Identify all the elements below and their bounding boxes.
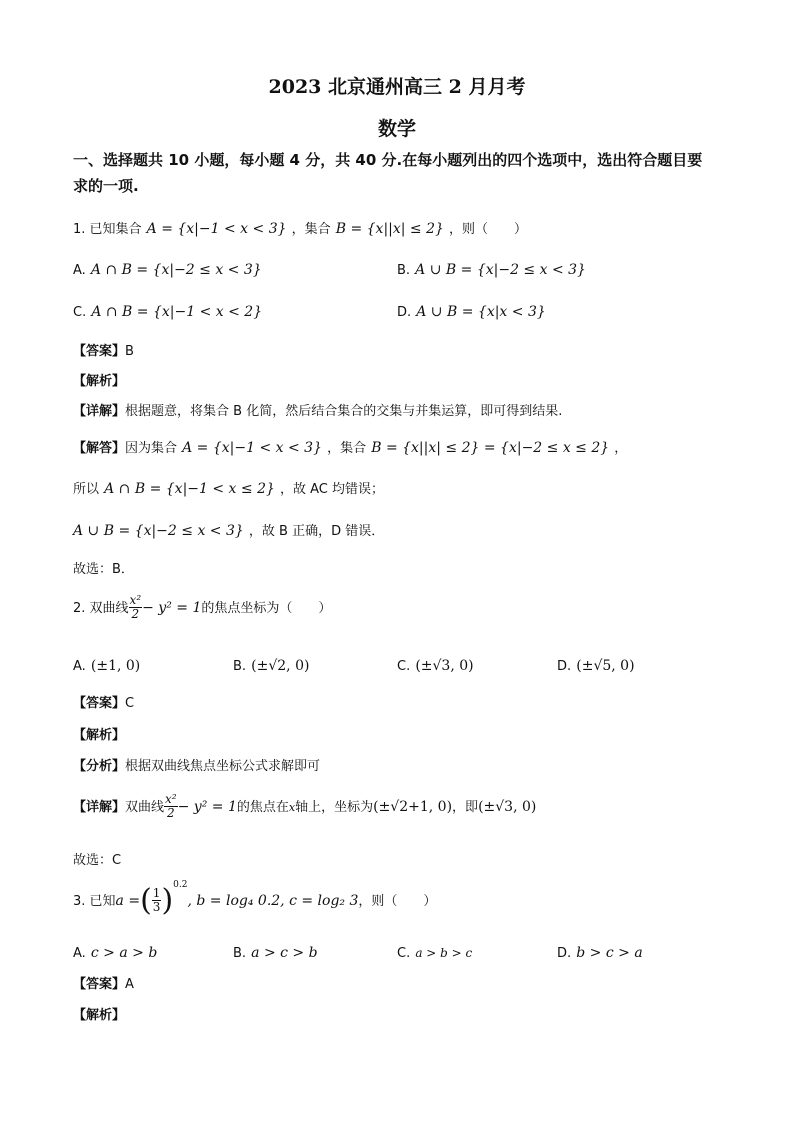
q3-analysis-tag: 【解析】 [73,1008,126,1023]
q1-option-a [73,259,262,278]
q2-option-a [73,655,140,674]
detail-expr: (±√2+1, 0) [373,799,453,815]
q2-option-d [557,655,635,674]
q2-stem-suffix: 的焦点坐标为（ ） [201,601,332,616]
answer-tag: 【答案】 [73,977,126,992]
q3-stem-suffix: ，则（ ） [358,894,437,909]
q2-analyze [73,755,320,774]
option-expr: (±√3, 0) [415,658,474,674]
solution-text: ，故 B 正确，D 错误． [248,524,385,539]
detail-text: 根据题意，将集合 B 化简，然后结合集合的交集与并集运算，即可得到结果. [125,404,563,419]
fraction-denominator: 2 [131,607,140,621]
option-expr: A ∩ B = {x|−2 ≤ x < 3} [90,262,262,278]
q3-option-d [557,942,643,961]
option-expr: (±√5, 0) [576,658,635,674]
q2-stem [73,594,331,621]
option-expr: A ∩ B = {x|−1 < x < 2} [91,304,263,320]
q1-solution-line3 [73,520,384,539]
q1-option-c [73,301,262,320]
detail-text: 的焦点在 [236,800,289,815]
q2-analysis-tag: 【解析】 [73,728,126,743]
q1-stem-mid: ，集合 [291,222,331,237]
option-label: B. [233,659,247,674]
fraction-numerator: x² [129,593,142,607]
q3-option-c [397,942,472,961]
q2-option-b [233,655,309,674]
detail-expr: − y² = 1 [177,799,237,815]
q2-stem-expr: − y² = 1 [142,600,202,616]
solution-expr: B = {x||x| ≤ 2} = {x|−2 ≤ x ≤ 2} [371,440,610,456]
analyze-tag: 【分析】 [73,759,126,774]
q1-solution-line1 [73,437,627,456]
solution-text: ，故 AC 均错误； [280,482,385,497]
q3-a-lhs: a = [115,893,141,909]
solution-expr: A ∪ B = {x|−2 ≤ x < 3} [73,523,244,539]
fraction-denominator: 2 [167,806,175,820]
q3-stem-prefix: 3. 已知 [73,894,116,909]
detail-text: 双曲线 [125,800,165,815]
option-expr: a > c > b [251,945,318,961]
answer-tag: 【答案】 [73,696,126,711]
q1-answer [73,340,134,359]
detail-var: x [288,801,296,814]
analyze-text: 根据双曲线焦点坐标公式求解即可 [125,759,321,774]
option-expr: b > c > a [576,945,643,961]
answer-value: C [125,696,135,711]
q1-analysis-tag: 【解析】 [73,374,126,389]
right-paren: ) [161,883,174,918]
page-title: 2023 北京通州高三 2 月月考 [268,76,526,98]
option-expr: a > b > c [415,946,473,960]
option-label: A. [73,659,86,674]
q2-choose: 故选：C [73,853,122,868]
answer-value: B [125,344,134,359]
solution-expr: A = {x|−1 < x < 3} [182,440,322,456]
detail-text: 轴上，坐标为 [295,800,374,815]
section-heading-line2: 求的一项. [73,177,139,195]
q2-detail [73,793,536,820]
left-paren: ( [140,883,152,918]
option-expr: A ∪ B = {x|−2 ≤ x < 3} [415,262,586,278]
option-label: A. [73,263,86,278]
q3-option-a [73,942,157,961]
option-label: C. [397,659,411,674]
q2-fraction [129,594,143,621]
q2-detail-fraction [164,793,178,820]
q3-stem [73,880,436,918]
fraction-numerator: x² [165,792,177,806]
q3-option-b [233,942,318,961]
q1-set-a: A = {x|−1 < x < 3} [146,221,287,237]
section-heading-line1: 一、选择题共 10 小题，每小题 4 分，共 40 分.在每小题列出的四个选项中，选出符合题目要 [73,151,703,169]
q2-option-c [397,655,474,674]
option-label: C. [397,946,411,961]
option-label: C. [73,305,87,320]
option-expr: A ∪ B = {x|x < 3} [416,304,546,320]
option-label: D. [557,659,572,674]
solution-text: 因为集合 [125,441,178,456]
fraction-denominator: 3 [152,900,161,914]
detail-expr: (±√3, 0) [478,799,537,815]
detail-text: ，即 [452,800,479,815]
q1-option-d [397,301,546,320]
q1-detail [73,400,562,419]
option-label: A. [73,946,86,961]
fraction-numerator: 1 [152,886,161,900]
solution-expr: A ∩ B = {x|−1 < x ≤ 2} [104,481,275,497]
q3-answer [73,973,134,992]
q1-choose: 故选：B． [73,562,134,577]
q1-option-b [397,259,586,278]
solution-text: ，集合 [327,441,367,456]
option-expr: (±√2, 0) [251,658,310,674]
detail-tag: 【详解】 [73,800,126,815]
solution-text: ， [614,441,628,456]
q1-stem [73,218,527,237]
q1-stem-suffix: ，则（ ） [449,222,528,237]
option-label: B. [397,263,411,278]
q2-answer [73,692,134,711]
q3-fraction [152,887,162,914]
option-label: B. [233,946,247,961]
option-label: D. [557,946,572,961]
q1-set-b: B = {x||x| ≤ 2} [335,221,444,237]
option-expr: c > a > b [90,945,158,961]
q3-rest-expr: , b = log₄ 0.2, c = log₂ 3 [187,893,359,909]
q1-solution-line2 [73,478,384,497]
option-expr: (±1, 0) [90,658,141,674]
q3-exponent: 0.2 [173,880,188,890]
q2-stem-prefix: 2. 双曲线 [73,601,129,616]
option-label: D. [397,305,412,320]
answer-tag: 【答案】 [73,344,126,359]
detail-tag: 【详解】 [73,404,126,419]
subject-title: 数学 [377,118,416,140]
answer-value: A [125,977,134,992]
solution-tag: 【解答】 [73,441,126,456]
q1-stem-prefix: 1. 已知集合 [73,222,142,237]
solution-text: 所以 [73,482,100,497]
